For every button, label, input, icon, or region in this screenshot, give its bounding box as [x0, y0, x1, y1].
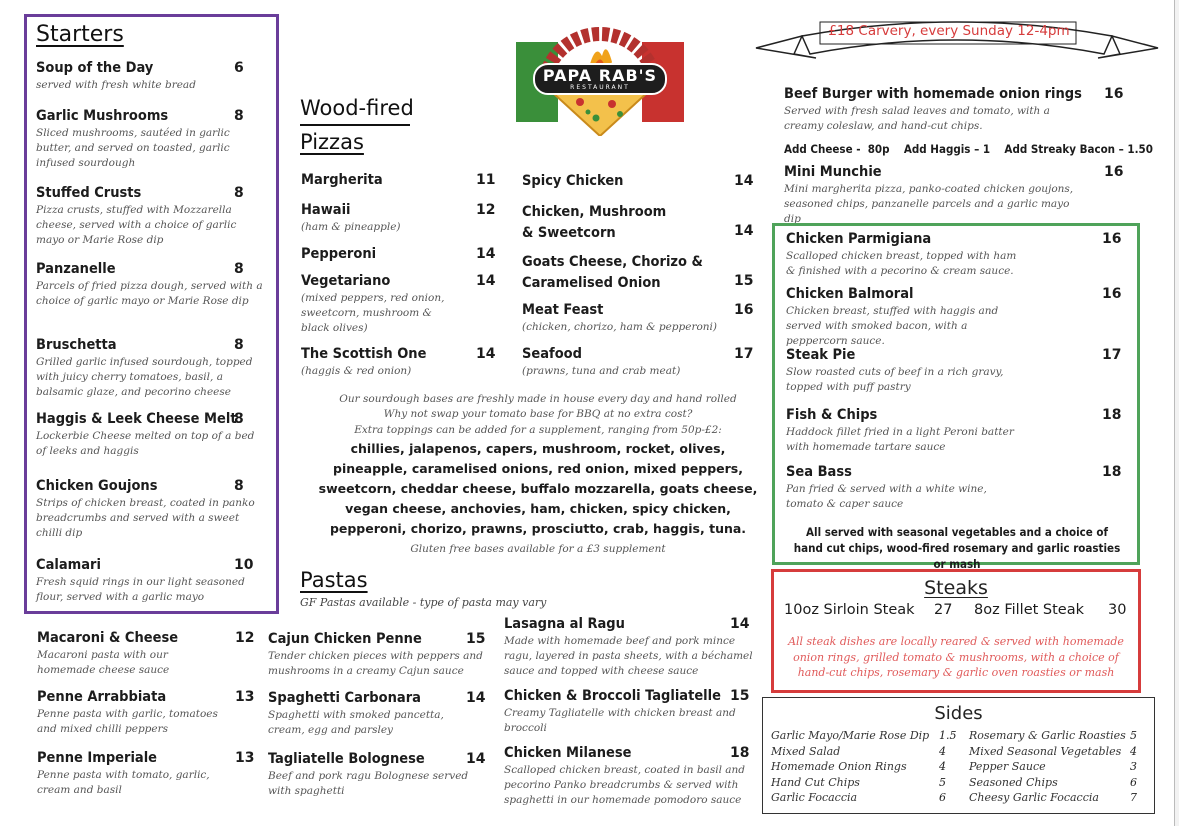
menu-item-price: 18 — [1102, 407, 1122, 423]
pizza-note-bases: Our sourdough bases are freshly made in house every day and hand rolled — [339, 393, 737, 405]
menu-item-price: 13 — [235, 750, 255, 766]
menu-item — [522, 173, 754, 189]
menu-item — [786, 347, 1126, 395]
menu-item-description: Spaghetti with smoked pancetta, cream, egg and parsley — [268, 709, 444, 736]
menu-item-price: 6 — [234, 60, 244, 76]
menu-item-description: Haddock fillet fried in a light Peroni batter with homemade tartare sauce — [786, 426, 1014, 453]
menu-item-price: 14 — [730, 616, 750, 632]
menu-item-name: Soup of the Day — [36, 60, 154, 76]
menu-item-description: Creamy Tagliatelle with chicken breast and broccoli — [504, 707, 736, 734]
menu-item-price: 16 — [1104, 164, 1124, 180]
side-price: 6 — [1130, 775, 1137, 789]
menu-item-name: Chicken Balmoral — [786, 286, 914, 302]
pizzas-title-underline — [300, 124, 410, 126]
menu-item-name: Garlic Mushrooms — [36, 108, 169, 124]
menu-item-description: Slow roasted cuts of beef in a rich gravy, topped with puff pastry — [786, 366, 1004, 393]
menu-item-price: 14 — [466, 751, 486, 767]
menu-item-name: Fish & Chips — [786, 407, 878, 423]
menu-item — [504, 745, 754, 808]
menu-item-price: 15 — [734, 273, 754, 289]
menu-item-name: Lasagna al Ragu — [504, 616, 625, 632]
menu-item-description: Mini margherita pizza, panko-coated chicken goujons, seasoned chips, panzanelle parcels and a garlic mayo dip — [784, 183, 1074, 225]
menu-item-price: 8 — [234, 478, 244, 494]
menu-item — [36, 557, 268, 605]
menu-item-price: 18 — [1102, 464, 1122, 480]
menu-item — [301, 346, 496, 379]
menu-item-name: Chicken Milanese — [504, 745, 632, 761]
burger-addons: Add Cheese - 80p Add Haggis – 1 Add Streaky Bacon – 1.50 — [784, 142, 1153, 156]
menu-item-price: 11 — [476, 172, 496, 188]
menu-item-description: Fresh squid rings in our light seasoned flour, served with a garlic mayo — [36, 576, 245, 603]
menu-item-description: (prawns, tuna and crab meat) — [522, 365, 681, 377]
menu-item-name: Macaroni & Cheese — [37, 630, 179, 646]
menu-item-price: 15 — [730, 688, 750, 704]
side-name: Cheesy Garlic Focaccia — [969, 791, 1099, 804]
menu-item — [268, 751, 486, 799]
steak-price: 27 — [934, 602, 953, 618]
menu-item-name: Penne Imperiale — [37, 750, 158, 766]
menu-item-name: Chicken Parmigiana — [786, 231, 932, 247]
page-edge — [1174, 0, 1179, 826]
menu-item — [786, 464, 1126, 512]
menu-item — [301, 273, 496, 336]
menu-item-name: Sea Bass — [786, 464, 852, 480]
steaks-note: All steak dishes are locally reared & served with homemade onion rings, grilled tomato & mushrooms, with a choice of hand-cut chips, rosemary & garlic oven roasties or mash — [788, 635, 1124, 679]
menu-item-description: Parcels of fried pizza dough, served with a choice of garlic mayo or Marie Rose dip — [36, 280, 263, 307]
steaks-title: Steaks — [924, 577, 988, 599]
menu-item-description: Penne pasta with tomato, garlic, cream and basil — [37, 769, 210, 796]
menu-item-price: 17 — [1102, 347, 1122, 363]
menu-item-name: Tagliatelle Bolognese — [268, 751, 425, 767]
menu-item — [784, 164, 1124, 227]
menu-item — [36, 478, 268, 541]
pizzas-title-line1: Wood-fired — [300, 96, 414, 120]
menu-item-name: Calamari — [36, 557, 101, 573]
side-price: 5 — [1130, 729, 1137, 742]
menu-item-price: 8 — [234, 108, 244, 124]
menu-item-name: Goats Cheese, Chorizo & Caramelised Onion — [522, 254, 703, 291]
menu-item-price: 8 — [234, 337, 244, 353]
menu-item-description: Strips of chicken breast, coated in panko breadcrumbs and served with a sweet chilli dip — [36, 497, 255, 539]
menu-item — [786, 286, 1126, 349]
starters-title: Starters — [36, 22, 124, 47]
menu-item-name: Mini Munchie — [784, 164, 882, 180]
menu-item-description: Served with fresh salad leaves and tomato, with a creamy coleslaw, and hand-cut chips. — [784, 105, 1050, 132]
menu-item-name: Meat Feast — [522, 302, 604, 318]
menu-item-description: Beef and pork ragu Bolognese served with spaghetti — [268, 770, 469, 797]
menu-item-name: Chicken & Broccoli Tagliatelle — [504, 688, 721, 704]
side-price: 4 — [939, 744, 946, 758]
banner-ribbon — [752, 10, 1162, 68]
menu-item-price: 12 — [476, 202, 496, 218]
menu-item — [268, 690, 486, 738]
side-name: Rosemary & Garlic Roasties — [969, 729, 1126, 742]
menu-item-price: 18 — [730, 745, 750, 761]
menu-item — [36, 185, 268, 248]
menu-item-name: Beef Burger with homemade onion rings — [784, 86, 1082, 102]
menu-item-price: 15 — [466, 631, 486, 647]
menu-item — [301, 172, 496, 188]
menu-item-description: Grilled garlic infused sourdough, topped with juicy cherry tomatoes, basil, a balsamic glaze, and pecorino cheese — [36, 356, 253, 398]
side-name: Mixed Salad — [771, 744, 841, 758]
menu-item-description: Made with homemade beef and pork mince ragu, layered in pasta sheets, with a béchamel sauce and topped with cheese sauce — [504, 635, 753, 677]
menu-item-price: 14 — [734, 223, 754, 239]
menu-item-price: 14 — [734, 173, 754, 189]
menu-item-price: 10 — [234, 557, 254, 573]
menu-item — [301, 246, 496, 262]
steak-name: 10oz Sirloin Steak — [784, 602, 915, 618]
menu-item-description: (chicken, chorizo, ham & pepperoni) — [522, 321, 718, 333]
menu-item — [786, 407, 1126, 455]
menu-item-name: Spicy Chicken — [522, 173, 624, 189]
menu-item — [786, 231, 1126, 279]
menu-item-name: Steak Pie — [786, 347, 856, 363]
side-price: 7 — [1130, 791, 1137, 804]
pastas-title: Pastas — [300, 568, 368, 592]
menu-item-price: 14 — [476, 246, 496, 262]
menu-item-price: 14 — [466, 690, 486, 706]
menu-item-price: 16 — [1104, 86, 1124, 102]
menu-item-price: 14 — [476, 273, 496, 289]
menu-item-description: Scalloped chicken breast, topped with ham & finished with a pecorino & cream sauce. — [786, 250, 1017, 277]
side-name: Homemade Onion Rings — [771, 760, 907, 773]
menu-item-name: Chicken, Mushroom & Sweetcorn — [522, 204, 667, 241]
menu-item — [504, 616, 754, 679]
menu-item-name: Margherita — [301, 172, 383, 188]
menu-item-name: Haggis & Leek Cheese Melt — [36, 411, 237, 427]
menu-item — [37, 750, 255, 798]
menu-item-description: Penne pasta with garlic, tomatoes and mixed chilli peppers — [37, 708, 218, 735]
menu-item-description: Tender chicken pieces with peppers and mushrooms in a creamy Cajun sauce — [268, 650, 483, 677]
steak-price: 30 — [1108, 602, 1127, 618]
menu-item — [36, 60, 268, 93]
side-price: 4 — [1130, 744, 1137, 758]
pizza-note-gluten: Gluten free bases available for a £3 supplement — [410, 543, 666, 555]
menu-item-description: Sliced mushrooms, sautéed in garlic butter, and served on toasted, garlic infused sourdough — [36, 127, 230, 169]
restaurant-logo — [516, 26, 684, 136]
menu-item-name: Pepperoni — [301, 246, 377, 262]
side-price: 5 — [939, 775, 946, 789]
menu-item — [36, 261, 268, 309]
side-name: Hand Cut Chips — [771, 775, 860, 789]
menu-item — [301, 202, 496, 235]
side-price: 4 — [939, 760, 946, 773]
menu-item-description: Chicken breast, stuffed with haggis and served with smoked bacon, with a peppercorn sauce. — [786, 305, 999, 347]
menu-item — [37, 689, 255, 737]
menu-item — [522, 302, 754, 335]
side-name: Pepper Sauce — [969, 760, 1046, 773]
menu-item-price: 8 — [234, 411, 244, 427]
mains-box-footer: All served with seasonal vegetables and a choice of hand cut chips, wood-fired rosemary and garlic roasties or mash — [793, 525, 1121, 571]
menu-item — [268, 631, 486, 679]
menu-item-description: Pizza crusts, stuffed with Mozzarella cheese, served with a choice of garlic mayo or Marie Rose dip — [36, 204, 237, 246]
menu-item — [36, 108, 268, 171]
menu-item-price: 16 — [734, 302, 754, 318]
menu-item-name: Spaghetti Carbonara — [268, 690, 421, 706]
menu-item-description: Lockerbie Cheese melted on top of a bed of leeks and haggis — [36, 430, 255, 457]
menu-item — [36, 337, 268, 400]
menu-item-name: Panzanelle — [36, 261, 116, 277]
menu-item-description: (mixed peppers, red onion, sweetcorn, mushroom & black olives) — [301, 292, 445, 334]
pizzas-title-line2: Pizzas — [300, 130, 364, 154]
menu-item — [522, 202, 754, 244]
side-name: Garlic Mayo/Marie Rose Dip — [771, 729, 930, 742]
menu-item-name: The Scottish One — [301, 346, 427, 362]
pizza-toppings-list: chillies, jalapenos, capers, mushroom, rocket, olives, pineapple, caramelised onions, red onion, mixed peppers, sweetcorn, cheddar cheese, buffalo mozzarella, goats cheese, vegan cheese, anchovies, ham, chicken, spicy chicken, pepperoni, chorizo, prawns, prosciutto, crab, haggis, tuna. — [318, 441, 758, 536]
side-price: 3 — [1130, 760, 1137, 773]
menu-item-name: Seafood — [522, 346, 582, 362]
menu-item-name: Bruschetta — [36, 337, 117, 353]
menu-item — [504, 688, 754, 736]
menu-item-name: Chicken Goujons — [36, 478, 158, 494]
side-name: Seasoned Chips — [969, 775, 1058, 789]
pizza-note-bbq: Why not swap your tomato base for BBQ at no extra cost? — [383, 408, 693, 420]
menu-item-price: 16 — [1102, 286, 1122, 302]
side-name: Mixed Seasonal Vegetables — [969, 744, 1122, 758]
menu-item-description: Pan fried & served with a white wine, tomato & caper sauce — [786, 483, 987, 510]
menu-item-description: (ham & pineapple) — [301, 221, 401, 233]
menu-item-description: Macaroni pasta with our homemade cheese sauce — [37, 649, 170, 676]
side-price: 6 — [939, 791, 946, 804]
pastas-note: GF Pastas available - type of pasta may vary — [300, 596, 547, 609]
menu-item-price: 16 — [1102, 231, 1122, 247]
side-name: Garlic Focaccia — [771, 791, 858, 804]
steak-name: 8oz Fillet Steak — [974, 602, 1084, 618]
menu-item — [37, 630, 255, 678]
menu-item-name: Hawaii — [301, 202, 351, 218]
menu-item-name: Vegetariano — [301, 273, 391, 289]
menu-item-name: Stuffed Crusts — [36, 185, 142, 201]
menu-item-description: Scalloped chicken breast, coated in basil and pecorino Panko breadcrumbs & served with spaghetti in our homemade pomodoro sauce — [504, 764, 746, 806]
side-price: 1.5 — [939, 729, 957, 742]
menu-item-price: 8 — [234, 261, 244, 277]
menu-item — [522, 252, 754, 294]
carvery-banner — [752, 10, 1162, 68]
menu-item-description: (haggis & red onion) — [301, 365, 412, 377]
menu-item-price: 17 — [734, 346, 754, 362]
menu-item-description: served with fresh white bread — [36, 79, 196, 91]
menu-item-name: Penne Arrabbiata — [37, 689, 167, 705]
menu-item-name: Cajun Chicken Penne — [268, 631, 422, 647]
carvery-text: £18 Carvery, every Sunday 12-4pm — [828, 23, 1070, 39]
menu-item-price: 12 — [235, 630, 255, 646]
sides-title: Sides — [934, 703, 983, 724]
menu-item — [784, 86, 1124, 134]
logo-text: PAPA RAB'S — [542, 66, 658, 85]
menu-item-price: 14 — [476, 346, 496, 362]
menu-item-price: 8 — [234, 185, 244, 201]
menu-item — [522, 346, 754, 379]
logo-subtext: RESTAURANT — [570, 84, 630, 91]
pizza-note-toppings: Extra toppings can be added for a supplement, ranging from 50p-£2: — [354, 424, 722, 436]
menu-item — [36, 411, 268, 459]
menu-item-price: 13 — [235, 689, 255, 705]
